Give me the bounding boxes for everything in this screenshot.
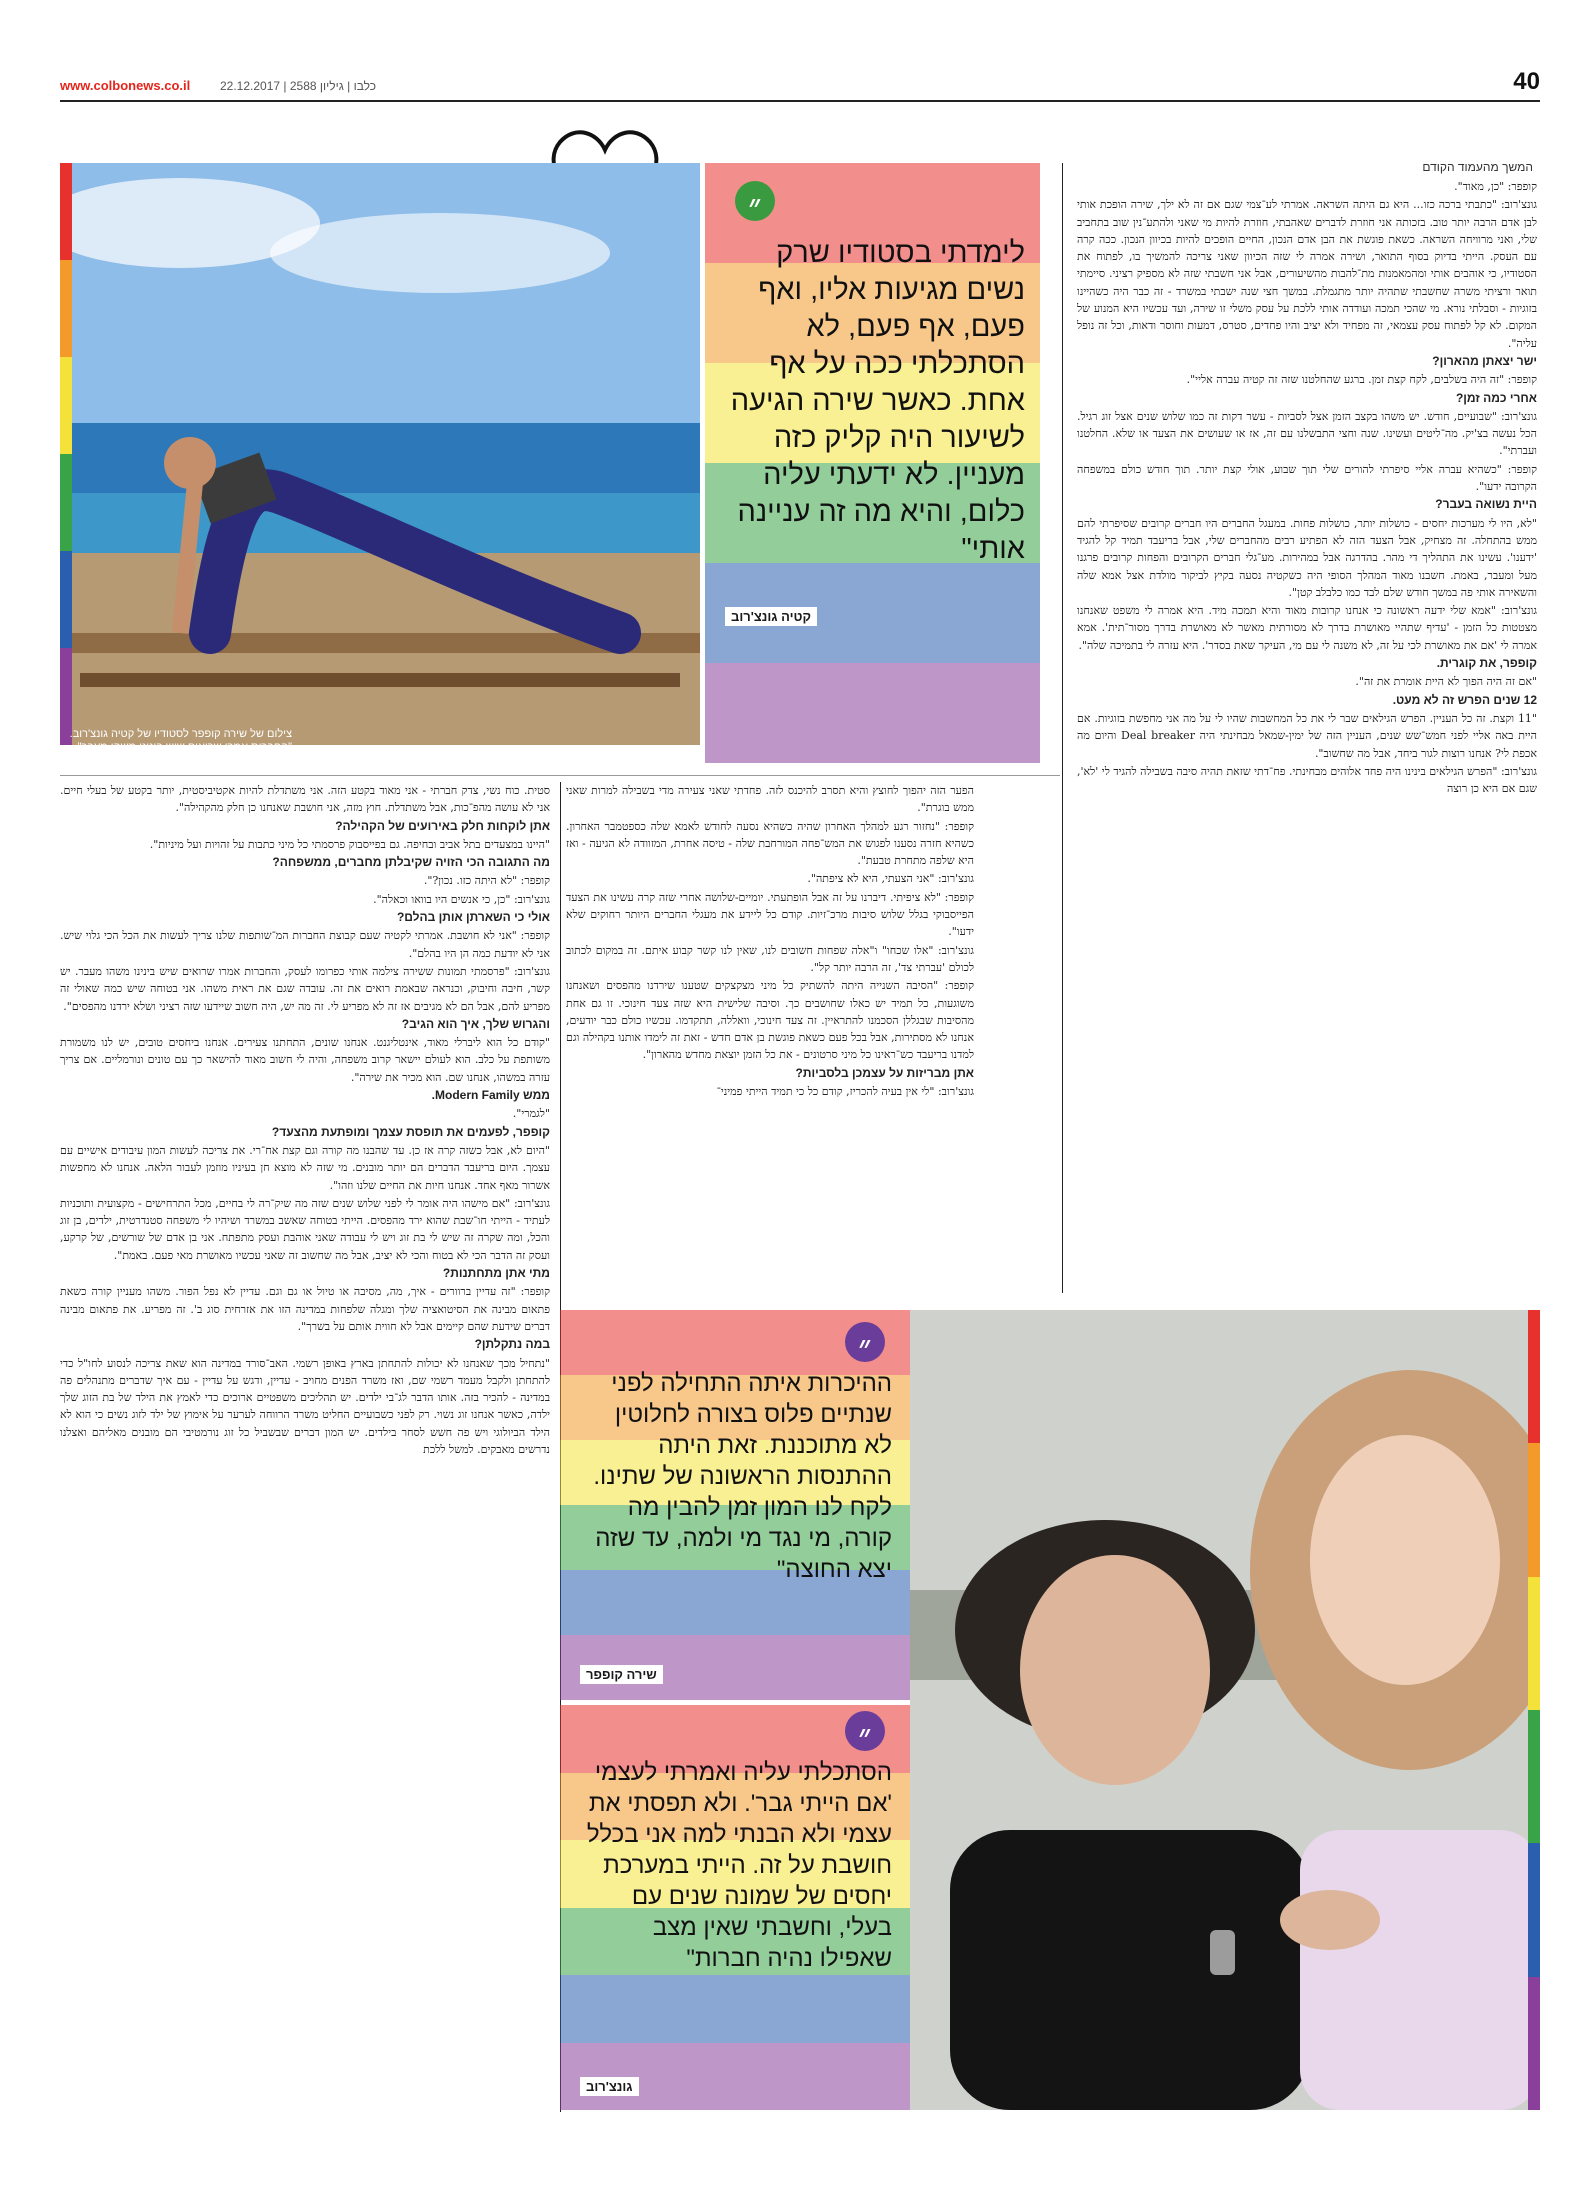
paragraph: גונצ'רוב: "אם מישהו היה אומר לי לפני שלוש שנים שזה מה שיק־רה לי בחיים, מכל התרחישים - מקצועית ותוכניות לעתיד - הייתי חו־שבת שהוא ירד מהפסים. הייתי בטוחה שאשב במשרד ושיהיו לי משפחה סטנדרטית, ילדים, בן זוג והכל, ומה שקרה זה שיש לי בת זוג ויש לי עבודה שאני אוהבת ועסק מתפתח. אני בן אדם של שורשים, של קרקע, ועסק זה הדבר הכי לא בטוח והכי לא יציב, אבל מה שחשוב זה שאני עכשיו מאושרת מאי פעם. באמת". bbox=[60, 1196, 550, 1262]
quote-icon: ״ bbox=[845, 1322, 885, 1362]
paragraph: קופפר: "לא ציפיתי. דיברנו על זה אבל הופתעתי. יומיים-שלושה אחרי שזה קרה עשינו את הצעד הפייסבוקי בגלל שלוש סיבות מרכ־זיות. קודם כל ליידע את מעגלי החברים היותר רחוקים שלא ידעו". bbox=[566, 890, 974, 939]
paragraph: גונצ'רוב: "כן, כי אנשים היו בוואו וכאלה". bbox=[373, 892, 550, 906]
interview-question: קופפר, לפעמים את תופסת עצמך ומופתעת מהצעד? bbox=[271, 1124, 550, 1139]
issue-info: כלבו | גיליון 2588 | 22.12.2017 bbox=[220, 79, 377, 93]
paragraph: קופפר: "אני לא חושבת. אמרתי לקטיה שעם קבוצת החברות המ־שותפות שלנו צריך לעשות את הכל הכי גלוי שיש. אני לא יודעת כמה הן היו בהלם". bbox=[60, 929, 550, 960]
interview-question: אולי כי השארתן אותן בהלם? bbox=[396, 910, 550, 925]
paragraph: קופפר: "זה עדיין ברוורים - איך, מה, מסיבה או טיול או גם וגם. עדיין לא נפל הפור. משהו מעניין קורה כשאת פתאום מבינה את הסיטואציה שלך ומגלה שלפחות במדינה הזו את אזרחית סוג ב'. זה מפריע. את פתאום מבינה דברים שידעת שהם קיימים אבל לא חווית אותם על בשרך". bbox=[60, 1285, 550, 1333]
pull-quote-bottom-2 bbox=[560, 1705, 910, 2110]
photo-caption: צילום של שירה קופפר לסטודיו של קטיה גונצ'רוב. "החברות אמרו שרואים שיש בינינו משהו מעבר" bbox=[69, 728, 292, 753]
paragraph: גונצ'רוב: "אני הצעתי, היא לא ציפתה". bbox=[807, 872, 974, 886]
article-column-right bbox=[1077, 178, 1537, 1298]
pull-quote-text: ההיכרות איתה התחילה לפני שנתיים פלוס בצורה לחלוטין לא מתוכננת. זאת היתה ההתנסות הראשונה של שתינו. לקח לנו המון זמן להבין מה קורה, מי נגד מי ולמה, עד שזה יצא החוצה" bbox=[593, 1370, 892, 1583]
page-header bbox=[60, 68, 1540, 102]
interview-question: מה התגובה הכי הזויה שקיבלתן מחברים, ממשפחה? bbox=[272, 855, 550, 870]
pull-quote-bottom-1 bbox=[560, 1310, 910, 1700]
couple-photo bbox=[910, 1310, 1540, 2110]
pull-quote-signature: שירה קופפר bbox=[580, 1665, 663, 1684]
pull-quote-signature: קטיה גונצ'רוב bbox=[725, 607, 817, 626]
interview-question: במה נתקלתן? bbox=[474, 1337, 550, 1352]
paragraph: גונצ'רוב: "אלו שכחו" ו"אלה שפחות חשובים לנו, שאין לנו קשר קבוע איתם. זה במקום לכתוב לכולם 'עברתי צד', זה הרבה יותר קל". bbox=[566, 943, 974, 974]
paragraph: גונצ'רוב: "שבועיים, חודש. יש משהו בקצב הזמן אצל לסביות - עשר דקות זה כמו שלוש שנים אצל זוג רגיל. הכל נעשה בצ'יק. מה־ליטים ועשינו. שנה וחצי התבשלנו עם זה, אז או שעושים את הצעד או שלא. החלטנו ועברתי". bbox=[1077, 409, 1537, 458]
quote-icon: ״ bbox=[735, 181, 775, 221]
paragraph: גונצ'רוב: "לי אין בעיה להכריז, קודם כל כי תמיד הייתי פמיני־ bbox=[716, 1085, 974, 1099]
paragraph: קופפר: "כן, מאוד". bbox=[1454, 180, 1537, 193]
rainbow-stripe bbox=[60, 163, 72, 745]
interview-question: ישר יצאתן מהארון? bbox=[1432, 353, 1537, 368]
interview-question: אתן מבריזות על עצמכן בלסביות? bbox=[795, 1065, 974, 1080]
paragraph: "נתחיל מכך שאנחנו לא יכולות להתחתן בארץ באופן רשמי. האב־סורד במדינה הוא שאת צריכה לנסוע לחו"ל כדי להתחתן ולקבל מעמד רשמי שם, ואז משרד הפנים מחויב - עדיין, ודגש על עדיין - עם איך שדברים מתנהלים פה במדינה - להכיר בזה. אותו הדבר לג־בי ילדים. יש תהליכים משפטיים ארוכים כדי לאמץ את הילד של בת הזוג שלך ילדה, כאשר אנחנו זוג נשוי. רק לפני כשבועיים החליט משרד הרווחה לערער על אימוץ של ילד לזוג נשים כי הוא לא הילד הביולוגי ויש פה חשש לסחר בילדים. יש המון דברים שבשביל כל זוג נורמטיבי הם מובנים מאליהם ואצלנו נדרשים מאבקים. למשל ללכת bbox=[60, 1356, 550, 1456]
column-divider bbox=[1062, 163, 1063, 1293]
paragraph: קופפר: "הסיבה השנייה היתה להשתיק כל מיני מצקצקים שטענו שירדנו מהפסים ושאנחנו משוגעות, כל תמיד יש כאלו שחושבים כך. וסיבה שלישית היא שזה צעד חינוכי. זו גם אחת מהסיבות שבגללן הסכמנו להתראיין. זה צעד חינוכי, וואללה, תתקדמו. עכשיו כולם כבר יודעים, אנחנו לא מסתירות, אבל בכל פעם כשאת פוגשת בן אדם חדש - זאת זה לימדו אותנו בקהילה וגם למדנו בריעבד כש־ראינו כל מיני סרטונים - את כל הזמן יוצאת מחדש מהארון". bbox=[566, 979, 974, 1062]
interview-question: אתן לוקחות חלק באירועים של הקהילה? bbox=[335, 818, 550, 833]
interview-question: מתי אתן מתחתנות? bbox=[442, 1266, 550, 1281]
interview-question: קופפר, את קוגרית. bbox=[1436, 656, 1537, 671]
paragraph: "לא, היו לי מערכות יחסים - כושלות יותר, כושלות פחות. במעגל החברים היו חברים קרובים שסיפרתי להם ממש בהתחלה. זה מצחיק, אבל הצעד הזה לא הפתיע רבים מהחברים שלי, אבל בריעבד תמיד קל להגיד 'ידענו'. עשינו את התהליך די מהר. בהדרגה אבל במהירות. מע־גלי חברים הקרובים והפחות קרובים פרגנו מעל ומעבר, באמת. חשבנו מאוד המהלך הסופי היה כשקטיה נסעה בקיץ לביקור מולדת אצל אמא שלה והשאירה אותי פה במשך חודש שלם לבד כמו כלבלב קטן". bbox=[1077, 516, 1537, 599]
page-number: 40 bbox=[1513, 68, 1540, 95]
paragraph: סטית. כוח נשי, צדק חברתי - אני מאוד בקטע הזה. אני משתדלת להיות אקטיביסטית, יותר בקטע של בעלי חיים. אני לא עושה מהפ־כות, אבל משתדלת. חוץ מזה, אני חושבת שאנחנו כן חלק מהקהילה". bbox=[60, 784, 550, 815]
paragraph: גונצ'רוב: "אמא שלי ידעה ראשונה כי אנחנו קרובות מאוד והיא תמכה מיד. היא אמרה לי משפט שאנחנו מצטטות כל הזמן - 'עדיף שתהיי מאושרת בדרך לא מסורתית מאשר לא מאושרת בדרך מסור־תית'. אמא אמרה לי 'אם את מאושרת לכי על זה, לא משנה לי עם מי, העיקר שאת בסדר'. היא עזרה לי בתמיכה שלה". bbox=[1077, 604, 1537, 652]
paragraph: "קודם כל הוא ליברלי מאוד, אינטליגנט. אנחנו שונים, התחתנו צעירים. אנחנו ביחסים טובים, יש לנו משמורת משותפת על כלב. הוא לעולם יישאר קרוב משפחה, והיה לי חשוב מאוד להישאר כך עם טונים ונורמליים. אם צריך עזרה במשהו, אנחנו שם. הוא מכיר את שירה". bbox=[60, 1036, 550, 1084]
paragraph: "היינו במצעדים בתל אביב ובחיפה. גם בפייסבוק פרסמתי כל מיני כתבות על זהויות ועל מיניות". bbox=[149, 837, 550, 851]
site-url[interactable]: www.colbonews.co.il bbox=[60, 78, 191, 93]
paragraph: "היום לא, אבל כשזה קרה אז כן. עד שהבנו מה קורה וגם קצת אח־רי. את צריכה לעשות המון עיבודים אישיים עם עצמך. היום בריעבד הדברים הם יותר מובנים. מי שזה לא מוצא חן בעיניו מוזמן לעבור הלאה. אנחנו לא מחפשות אשרור מאף אחד. אנחנו חיות את החיים שלנו וזהו". bbox=[60, 1143, 550, 1192]
pull-quote-signature: גונצ'רוב bbox=[580, 2077, 639, 2096]
pull-quote-text: לימדתי בסטודיו שרק נשים מגיעות אליו, ואף פעם, אף פעם, לא הסתכלתי ככה על אף אחת. כאשר שירה הגיעה לשיעור היה קליק כזה מעניין. לא ידעתי עליה כלום, והיא מה זה עניינה אותי" bbox=[730, 237, 1025, 565]
pull-quote-text: הסתכלתי עליה ואמרתי לעצמי 'אם הייתי גבר'. ולא תפסתי את עצמי ולא הבנתי למה אני בכלל חושבת על זה. הייתי במערכת יחסים של שמונה שנים עם בעלי, וחשבתי שאין מצב שאפילו נהיה חברות" bbox=[586, 1759, 892, 1972]
interview-question: אחרי כמה זמן? bbox=[1455, 390, 1537, 405]
paragraph: קופפר: "נחזור רגע למהלך האחרון שהיה כשהיא נסעה לחודש לאמא שלה כספטמבר האחרון. כשהיא חזרה נסענו לפגוש את המש־פחה המורחבת שלה - טיסה אחרת, המזוודה לא הגיעה - ואז היא שלפה מתחרת טבעת". bbox=[566, 819, 974, 868]
paragraph: קופפר: "לא היתה כזו. נכון?". bbox=[423, 874, 550, 888]
pull-quote-top bbox=[705, 163, 1040, 763]
paragraph: גונצ'רוב: "פרסמתי תמונות ששירה צילמה אותי כפרומו לעסק, והחברות אמרו שרואים שיש בינינו משהו מעבר. יש קשר, חיבה וחיבוק, וכנראה שבאמת רואים את זה. עובדה שגם את ראית משהו. אני בטוחה שיש כמה שאולי זה מפריע להם, אבל הם לא מגיבים אז זה לא מפריע לי. זה מה יש, היה חשוב שיידעו שזה רציני ושלא ירדנו מהפסים". bbox=[60, 964, 550, 1013]
continued-label: המשך מהעמוד הקודם bbox=[1422, 160, 1533, 174]
quote-icon: ״ bbox=[845, 1711, 885, 1751]
couple-illustration bbox=[910, 1310, 1540, 2110]
paragraph: "לגמרי". bbox=[512, 1107, 550, 1121]
interview-question: והגרוש שלך, איך הוא הגיב? bbox=[401, 1016, 550, 1031]
rainbow-stripe bbox=[1528, 1310, 1540, 2110]
interview-question: ממש Modern Family. bbox=[431, 1088, 550, 1103]
yoga-photo bbox=[60, 163, 700, 745]
article-column-middle bbox=[566, 782, 974, 1250]
interview-question: היית נשואה בעבר? bbox=[1435, 497, 1537, 512]
paragraph: הפער הזה יהפוך לחוצץ והיא תסרב להיכנס לזה. פחדתי שאני צעירה מדי בשבילה למרות שאני ממש בוגרת". bbox=[566, 784, 974, 815]
paragraph: גונצ'רוב: "כתבתי ברכה כזו... היא גם היתה השראה. אמרתי לע־צמי שגם אם זה לא ילך, שירה הופכת אותי לבן אדם הרבה יותר טוב. בזכותה אני חוזרת לדברים שאהבתי, חוזרת להיות מי שאני ולהתע־נין שוב בתחביב שלי, ואני מרוויחה השראה. כשאת פוגשת את הבן אדם הנכון, החיים הופכים להיות בכיוון הנכון. ככה קרה עם העסק. הייתי בדיוק בסוף התואר, ושירה אמרה לי שזה הכיוון שאני צריכה להמשיך בו, לפתוח את הסטודיו, כי אוהבים אותי ומהמאמנות מת־להבות מהשיעורים, אבל אני חשבתי שזה לא מספיק רציני. סיימתי תואר ורציתי משרה שחשבתי שתהיה יותר מתגמלת. במשך חצי שנה ישבתי במשרד - זה כבר היה כשהיינו בזוגיות - וסבלתי נורא. מי שהכי תמכה ועודדה אותי ללכת על עסק משלי זו שירה, ועד עכשיו היא המנוע של המקום. לא קל לפתוח עסק עצמאי, זה מפחיד ולא יציב והיו פחדים, סטרס, דמעות וחוסר ודאות, וכל זה נופל עליה". bbox=[1077, 198, 1537, 350]
horizontal-divider bbox=[60, 775, 1060, 776]
article-column-left bbox=[60, 782, 550, 2112]
paragraph: "אם זה היה הפוך לא היית אומרת את זה". bbox=[1355, 675, 1537, 689]
yoga-illustration bbox=[60, 163, 700, 745]
paragraph: קופפר: "כשהיא עברה אליי סיפרתי להורים שלי תוך שבוע, אולי קצת יותר. תוך חודש כולם במשפחה הקרובה ידעו". bbox=[1077, 462, 1537, 494]
paragraph: "11 וקצת. זה כל העניין. הפרש הגילאים שבר לי את כל המחשבות שהיו לי על מה אני מחפשת בזוגיות. אם היית באה אליי לפני חמש־שש שנים, העניין הזה של ימין-שמאל מבחינתי היה Deal breaker והיום מה אכפת לי? אנחנו רוצות לגור ביחד, אבל מה שחשוב". bbox=[1077, 711, 1537, 760]
paragraph: גונצ'רוב: "הפרש הגילאים בינינו היה פחד אלוהים מבחינתי. פח־דתי שזאת תהיה סיבה בשבילה להגיד לי 'לא', שגם אם היא כן רוצה bbox=[1077, 764, 1537, 796]
interview-question: 12 שנים הפרש זה לא מעט. bbox=[1392, 692, 1537, 707]
paragraph: קופפר: "זה היה בשלבים, לקח קצת זמן. ברגע שהחלטנו שזה זה קטיה עברה אליי". bbox=[1186, 373, 1537, 387]
